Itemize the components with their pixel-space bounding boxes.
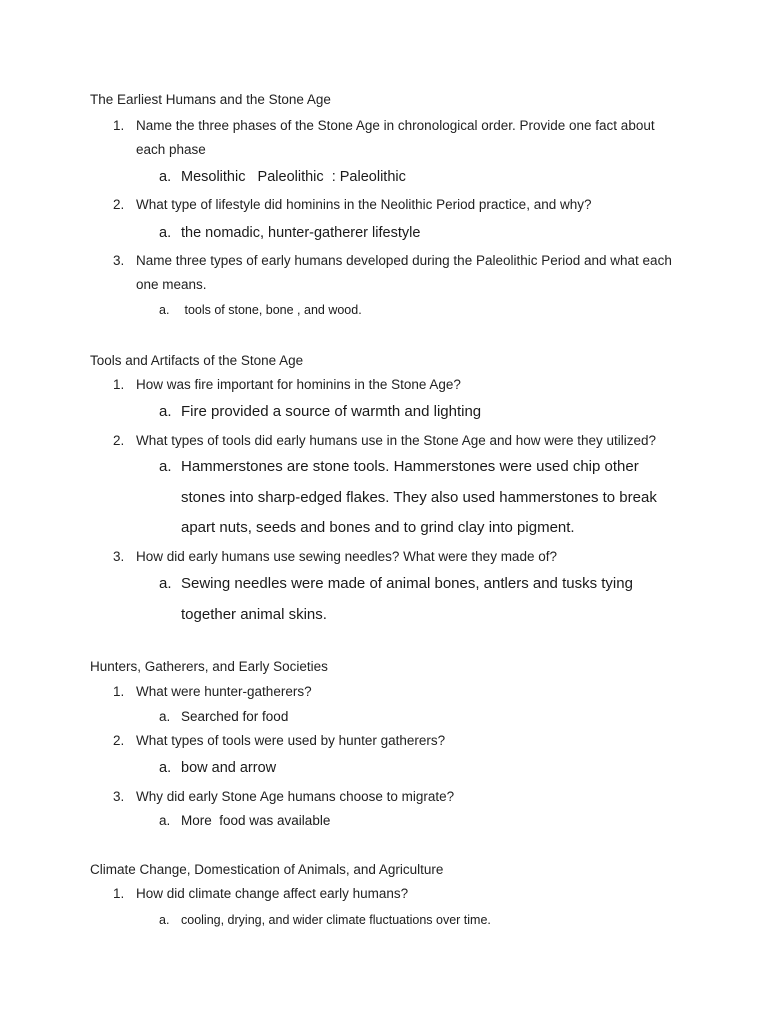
answer-letter: a. <box>159 403 172 420</box>
answer-item <box>159 165 679 189</box>
question-item <box>113 373 673 397</box>
question-text: What types of tools were used by hunter gatherers? <box>136 733 446 748</box>
answer-item <box>159 452 659 544</box>
question-number: 1. <box>113 886 125 901</box>
answer-letter: a. <box>159 813 171 828</box>
question-text: What type of lifestyle did hominins in the Neolithic Period practice, and why? <box>136 197 592 212</box>
answer-item <box>159 221 679 245</box>
answer-letter: a. <box>159 760 172 776</box>
answer-letter: a. <box>159 303 170 317</box>
question-text: What were hunter-gatherers? <box>136 684 312 699</box>
section-heading: The Earliest Humans and the Stone Age <box>90 92 331 107</box>
question-item <box>113 882 673 906</box>
answer-text: the nomadic, hunter-gatherer lifestyle <box>181 225 421 241</box>
question-text: Why did early Stone Age humans choose to migrate? <box>136 789 455 804</box>
answer-letter: a. <box>159 458 172 475</box>
question-number: 3. <box>113 789 125 804</box>
question-item <box>113 785 673 809</box>
answer-item <box>159 397 679 428</box>
answer-letter: a. <box>159 913 170 927</box>
question-item <box>113 193 673 217</box>
answer-text: Hammerstones are stone tools. Hammerstones were used chip other stones into sharp-edged flakes. They also used hammerstones to break apart nuts, seeds and bones and to grind clay into pigment. <box>181 458 657 536</box>
answer-letter: a. <box>159 169 172 185</box>
section-heading: Climate Change, Domestication of Animals, and Agriculture <box>90 862 444 877</box>
section-heading: Hunters, Gatherers, and Early Societies <box>90 659 328 674</box>
question-text: Name the three phases of the Stone Age in chronological order. Provide one fact about each phase <box>136 118 655 157</box>
question-text: How did climate change affect early humans? <box>136 886 409 901</box>
answer-text: Fire provided a source of warmth and lighting <box>181 403 482 420</box>
section-heading: Tools and Artifacts of the Stone Age <box>90 353 304 368</box>
question-item <box>113 680 673 704</box>
answer-item <box>159 809 679 833</box>
answer-text: More food was available <box>181 813 331 828</box>
question-number: 2. <box>113 197 125 212</box>
question-number: 3. <box>113 549 125 564</box>
question-number: 2. <box>113 733 125 748</box>
question-text: Name three types of early humans developed during the Paleolithic Period and what each one means. <box>136 253 672 292</box>
question-item <box>113 729 673 753</box>
question-number: 2. <box>113 433 125 448</box>
question-item <box>113 114 673 162</box>
answer-item <box>159 910 679 930</box>
answer-text: bow and arrow <box>181 760 277 776</box>
answer-text: cooling, drying, and wider climate fluctuations over time. <box>181 913 491 927</box>
answer-letter: a. <box>159 709 171 724</box>
answer-text: Searched for food <box>181 709 289 724</box>
question-item <box>113 545 673 569</box>
question-text: What types of tools did early humans use in the Stone Age and how were they utilized? <box>136 433 657 448</box>
question-number: 3. <box>113 253 125 268</box>
question-text: How did early humans use sewing needles? What were they made of? <box>136 549 557 564</box>
question-item <box>113 249 673 297</box>
question-item <box>113 429 673 453</box>
question-number: 1. <box>113 118 125 133</box>
answer-text: tools of stone, bone , and wood. <box>181 303 362 317</box>
answer-item <box>159 705 679 729</box>
question-number: 1. <box>113 684 125 699</box>
answer-letter: a. <box>159 575 172 592</box>
answer-item <box>159 569 639 630</box>
answer-letter: a. <box>159 225 172 241</box>
answer-text: Mesolithic Paleolithic : Paleolithic <box>181 169 406 185</box>
answer-item <box>159 300 679 320</box>
question-text: How was fire important for hominins in the Stone Age? <box>136 377 461 392</box>
answer-item <box>159 756 679 780</box>
question-number: 1. <box>113 377 125 392</box>
answer-text: Sewing needles were made of animal bones, antlers and tusks tying together animal skins. <box>181 575 633 623</box>
